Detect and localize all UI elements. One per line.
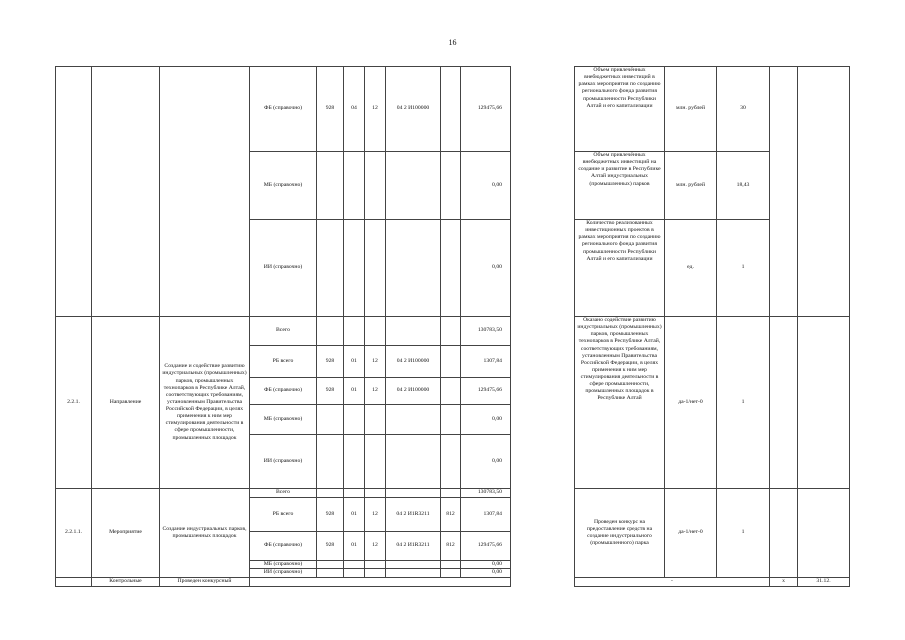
cell-amount: 1307,84 bbox=[461, 498, 511, 532]
cell-vr bbox=[441, 317, 461, 346]
cell-col14 bbox=[770, 489, 798, 578]
cell-name: Создание индустриальных парков, промышленных площадок bbox=[160, 489, 250, 578]
cell-csr: 04 2 И100000 bbox=[386, 67, 441, 152]
cell-csr: 04 2 И1R3211 bbox=[386, 498, 441, 532]
cell-rz: 01 bbox=[344, 378, 365, 405]
page-number: 16 bbox=[448, 38, 457, 47]
cell-csr: 04 2 И1R3211 bbox=[386, 532, 441, 561]
cell-spacer bbox=[511, 577, 575, 586]
cell-csr bbox=[386, 561, 441, 569]
cell-amount: 0,00 bbox=[461, 435, 511, 489]
cell-unit: млн. рублей bbox=[665, 152, 717, 220]
cell-grbs: 928 bbox=[317, 498, 344, 532]
cell-rz: 01 bbox=[344, 498, 365, 532]
cell-source: ФБ (справочно) bbox=[250, 532, 317, 561]
cell-unit: млн. рублей bbox=[665, 67, 717, 152]
cell-spacer bbox=[511, 67, 575, 152]
cell-csr bbox=[386, 220, 441, 317]
cell-type: Мероприятие bbox=[92, 489, 160, 578]
cell-value: 1 bbox=[717, 220, 770, 317]
cell-name bbox=[160, 67, 250, 317]
cell-csr: 04 2 И100000 bbox=[386, 378, 441, 405]
cell-rz: 01 bbox=[344, 532, 365, 561]
budget-table bbox=[55, 66, 850, 587]
cell-spacer bbox=[511, 489, 575, 578]
cell-value: 1 bbox=[717, 489, 770, 578]
cell-vr bbox=[441, 378, 461, 405]
cell-amount: 0,00 bbox=[461, 569, 511, 577]
cell-amount: 129475,66 bbox=[461, 67, 511, 152]
table-row bbox=[56, 577, 850, 586]
cell-source: МБ (справочно) bbox=[250, 152, 317, 220]
cell-pr bbox=[365, 561, 386, 569]
cell-amount: 0,00 bbox=[461, 405, 511, 435]
cell-col14 bbox=[770, 67, 798, 317]
cell-indicator: Объем привлечённых внебюджетных инвестиций на создание и развитие в Республике Алтай индустриальных (промышленных) парков bbox=[575, 152, 665, 220]
cell-source: ИИ (справочно) bbox=[250, 220, 317, 317]
cell-source: МБ (справочно) bbox=[250, 561, 317, 569]
cell-value: 1 bbox=[717, 317, 770, 489]
cell-vr bbox=[441, 561, 461, 569]
cell-source: Всего bbox=[250, 489, 317, 498]
cell-type: Направление bbox=[92, 317, 160, 489]
cell-amount: 129475,66 bbox=[461, 532, 511, 561]
cell-vr bbox=[441, 435, 461, 489]
cell-amount: 129475,66 bbox=[461, 378, 511, 405]
cell-pr: 12 bbox=[365, 498, 386, 532]
cell-spacer bbox=[511, 317, 575, 489]
cell-amount: 1307,84 bbox=[461, 346, 511, 378]
cell-unit: ед. bbox=[665, 220, 717, 317]
cell-num: 2.2.1.1. bbox=[56, 489, 92, 578]
cell-vr bbox=[441, 220, 461, 317]
cell-source: ФБ (справочно) bbox=[250, 67, 317, 152]
cell-rz bbox=[344, 405, 365, 435]
cell-rz: 01 bbox=[344, 346, 365, 378]
cell-indicator: Проведен конкурс на предоставление средств на создание индустриального (промышленного) парка bbox=[575, 489, 665, 578]
cell-pr bbox=[365, 405, 386, 435]
cell-pr bbox=[365, 435, 386, 489]
cell-vr bbox=[441, 569, 461, 577]
cell-pr: 12 bbox=[365, 67, 386, 152]
cell-name: Создание и содействие развитию индустриальных (промышленных) парков, промышленных технопарков в Республике Алтай, соответствующих требованиям, установленным Правительства Российской Федерации, в целях применения к ним мер стимулирования деятельности в сфере промышленности, промышленных площадок bbox=[160, 317, 250, 489]
cell-col15: 31.12. bbox=[798, 577, 850, 586]
table-row bbox=[56, 67, 850, 152]
cell-csr: 04 2 И100000 bbox=[386, 346, 441, 378]
cell-finance bbox=[250, 577, 511, 586]
cell-pr: 12 bbox=[365, 378, 386, 405]
cell-rz bbox=[344, 152, 365, 220]
cell-type: Контрольные bbox=[92, 577, 160, 586]
cell-col15 bbox=[798, 489, 850, 578]
cell-unit: да-1/нет-0 bbox=[665, 489, 717, 578]
cell-amount: 130783,50 bbox=[461, 489, 511, 498]
cell-num bbox=[56, 577, 92, 586]
cell-indicator: Объем привлечённых внебюджетных инвестиций в рамках мероприятия по созданию регионального фонда развития промышленности Республики Алтай и его капитализации bbox=[575, 67, 665, 152]
cell-name: Проведен конкурсный bbox=[160, 577, 250, 586]
cell-pr bbox=[365, 489, 386, 498]
cell-csr bbox=[386, 435, 441, 489]
cell-col15 bbox=[798, 67, 850, 317]
cell-type bbox=[92, 67, 160, 317]
cell-indicator: Оказано содействие развитию индустриальных (промышленных) парков, промышленных технопарков в Республике Алтай, соответствующих требованиям, установленным Правительства Российской Федерации, в целях применения к ним мер стимулирования деятельности в сфере промышленности, промышленных площадок в Республике Алтай bbox=[575, 317, 665, 489]
cell-grbs bbox=[317, 152, 344, 220]
cell-grbs: 928 bbox=[317, 67, 344, 152]
cell-vr bbox=[441, 152, 461, 220]
cell-spacer bbox=[511, 152, 575, 220]
cell-num bbox=[56, 67, 92, 317]
cell-grbs bbox=[317, 561, 344, 569]
cell-amount: 0,00 bbox=[461, 220, 511, 317]
cell-col14: х bbox=[770, 577, 798, 586]
cell-source: МБ (справочно) bbox=[250, 405, 317, 435]
cell-pr: 12 bbox=[365, 532, 386, 561]
cell-grbs: 928 bbox=[317, 378, 344, 405]
cell-source: ИИ (справочно) bbox=[250, 435, 317, 489]
cell-vr bbox=[441, 346, 461, 378]
cell-num: 2.2.1. bbox=[56, 317, 92, 489]
cell-pr bbox=[365, 220, 386, 317]
cell-grbs bbox=[317, 489, 344, 498]
table-row bbox=[56, 317, 850, 346]
cell-pr bbox=[365, 152, 386, 220]
cell-vr: 812 bbox=[441, 498, 461, 532]
cell-grbs bbox=[317, 435, 344, 489]
cell-source: РБ всего bbox=[250, 498, 317, 532]
cell-csr bbox=[386, 405, 441, 435]
cell-vr: 812 bbox=[441, 532, 461, 561]
cell-csr bbox=[386, 152, 441, 220]
cell-source: ИИ (справочно) bbox=[250, 569, 317, 577]
cell-amount: 130783,50 bbox=[461, 317, 511, 346]
cell-grbs bbox=[317, 317, 344, 346]
cell-csr bbox=[386, 317, 441, 346]
cell-pr bbox=[365, 569, 386, 577]
cell-vr bbox=[441, 489, 461, 498]
cell-csr bbox=[386, 489, 441, 498]
cell-grbs bbox=[317, 405, 344, 435]
cell-col14 bbox=[770, 317, 798, 489]
cell-col15 bbox=[798, 317, 850, 489]
cell-pr bbox=[365, 317, 386, 346]
cell-csr bbox=[386, 569, 441, 577]
cell-indicator: - bbox=[575, 577, 770, 586]
cell-rz bbox=[344, 489, 365, 498]
cell-rz bbox=[344, 317, 365, 346]
cell-grbs: 928 bbox=[317, 346, 344, 378]
cell-amount: 0,00 bbox=[461, 561, 511, 569]
cell-rz bbox=[344, 435, 365, 489]
table-row bbox=[56, 489, 850, 498]
cell-grbs bbox=[317, 569, 344, 577]
cell-source: Всего bbox=[250, 317, 317, 346]
cell-value: 18,43 bbox=[717, 152, 770, 220]
cell-vr bbox=[441, 405, 461, 435]
cell-source: РБ всего bbox=[250, 346, 317, 378]
cell-rz bbox=[344, 561, 365, 569]
cell-indicator: Количество реализованных инвестиционных проектов в рамках мероприятия по созданию регионального фонда развития промышленности Республики Алтай и его капитализации bbox=[575, 220, 665, 317]
cell-rz: 04 bbox=[344, 67, 365, 152]
cell-rz bbox=[344, 220, 365, 317]
cell-vr bbox=[441, 67, 461, 152]
cell-value: 30 bbox=[717, 67, 770, 152]
cell-amount: 0,00 bbox=[461, 152, 511, 220]
cell-spacer bbox=[511, 220, 575, 317]
cell-source: ФБ (справочно) bbox=[250, 378, 317, 405]
cell-rz bbox=[344, 569, 365, 577]
cell-unit: да-1/нет-0 bbox=[665, 317, 717, 489]
cell-grbs: 928 bbox=[317, 532, 344, 561]
cell-pr: 12 bbox=[365, 346, 386, 378]
cell-grbs bbox=[317, 220, 344, 317]
